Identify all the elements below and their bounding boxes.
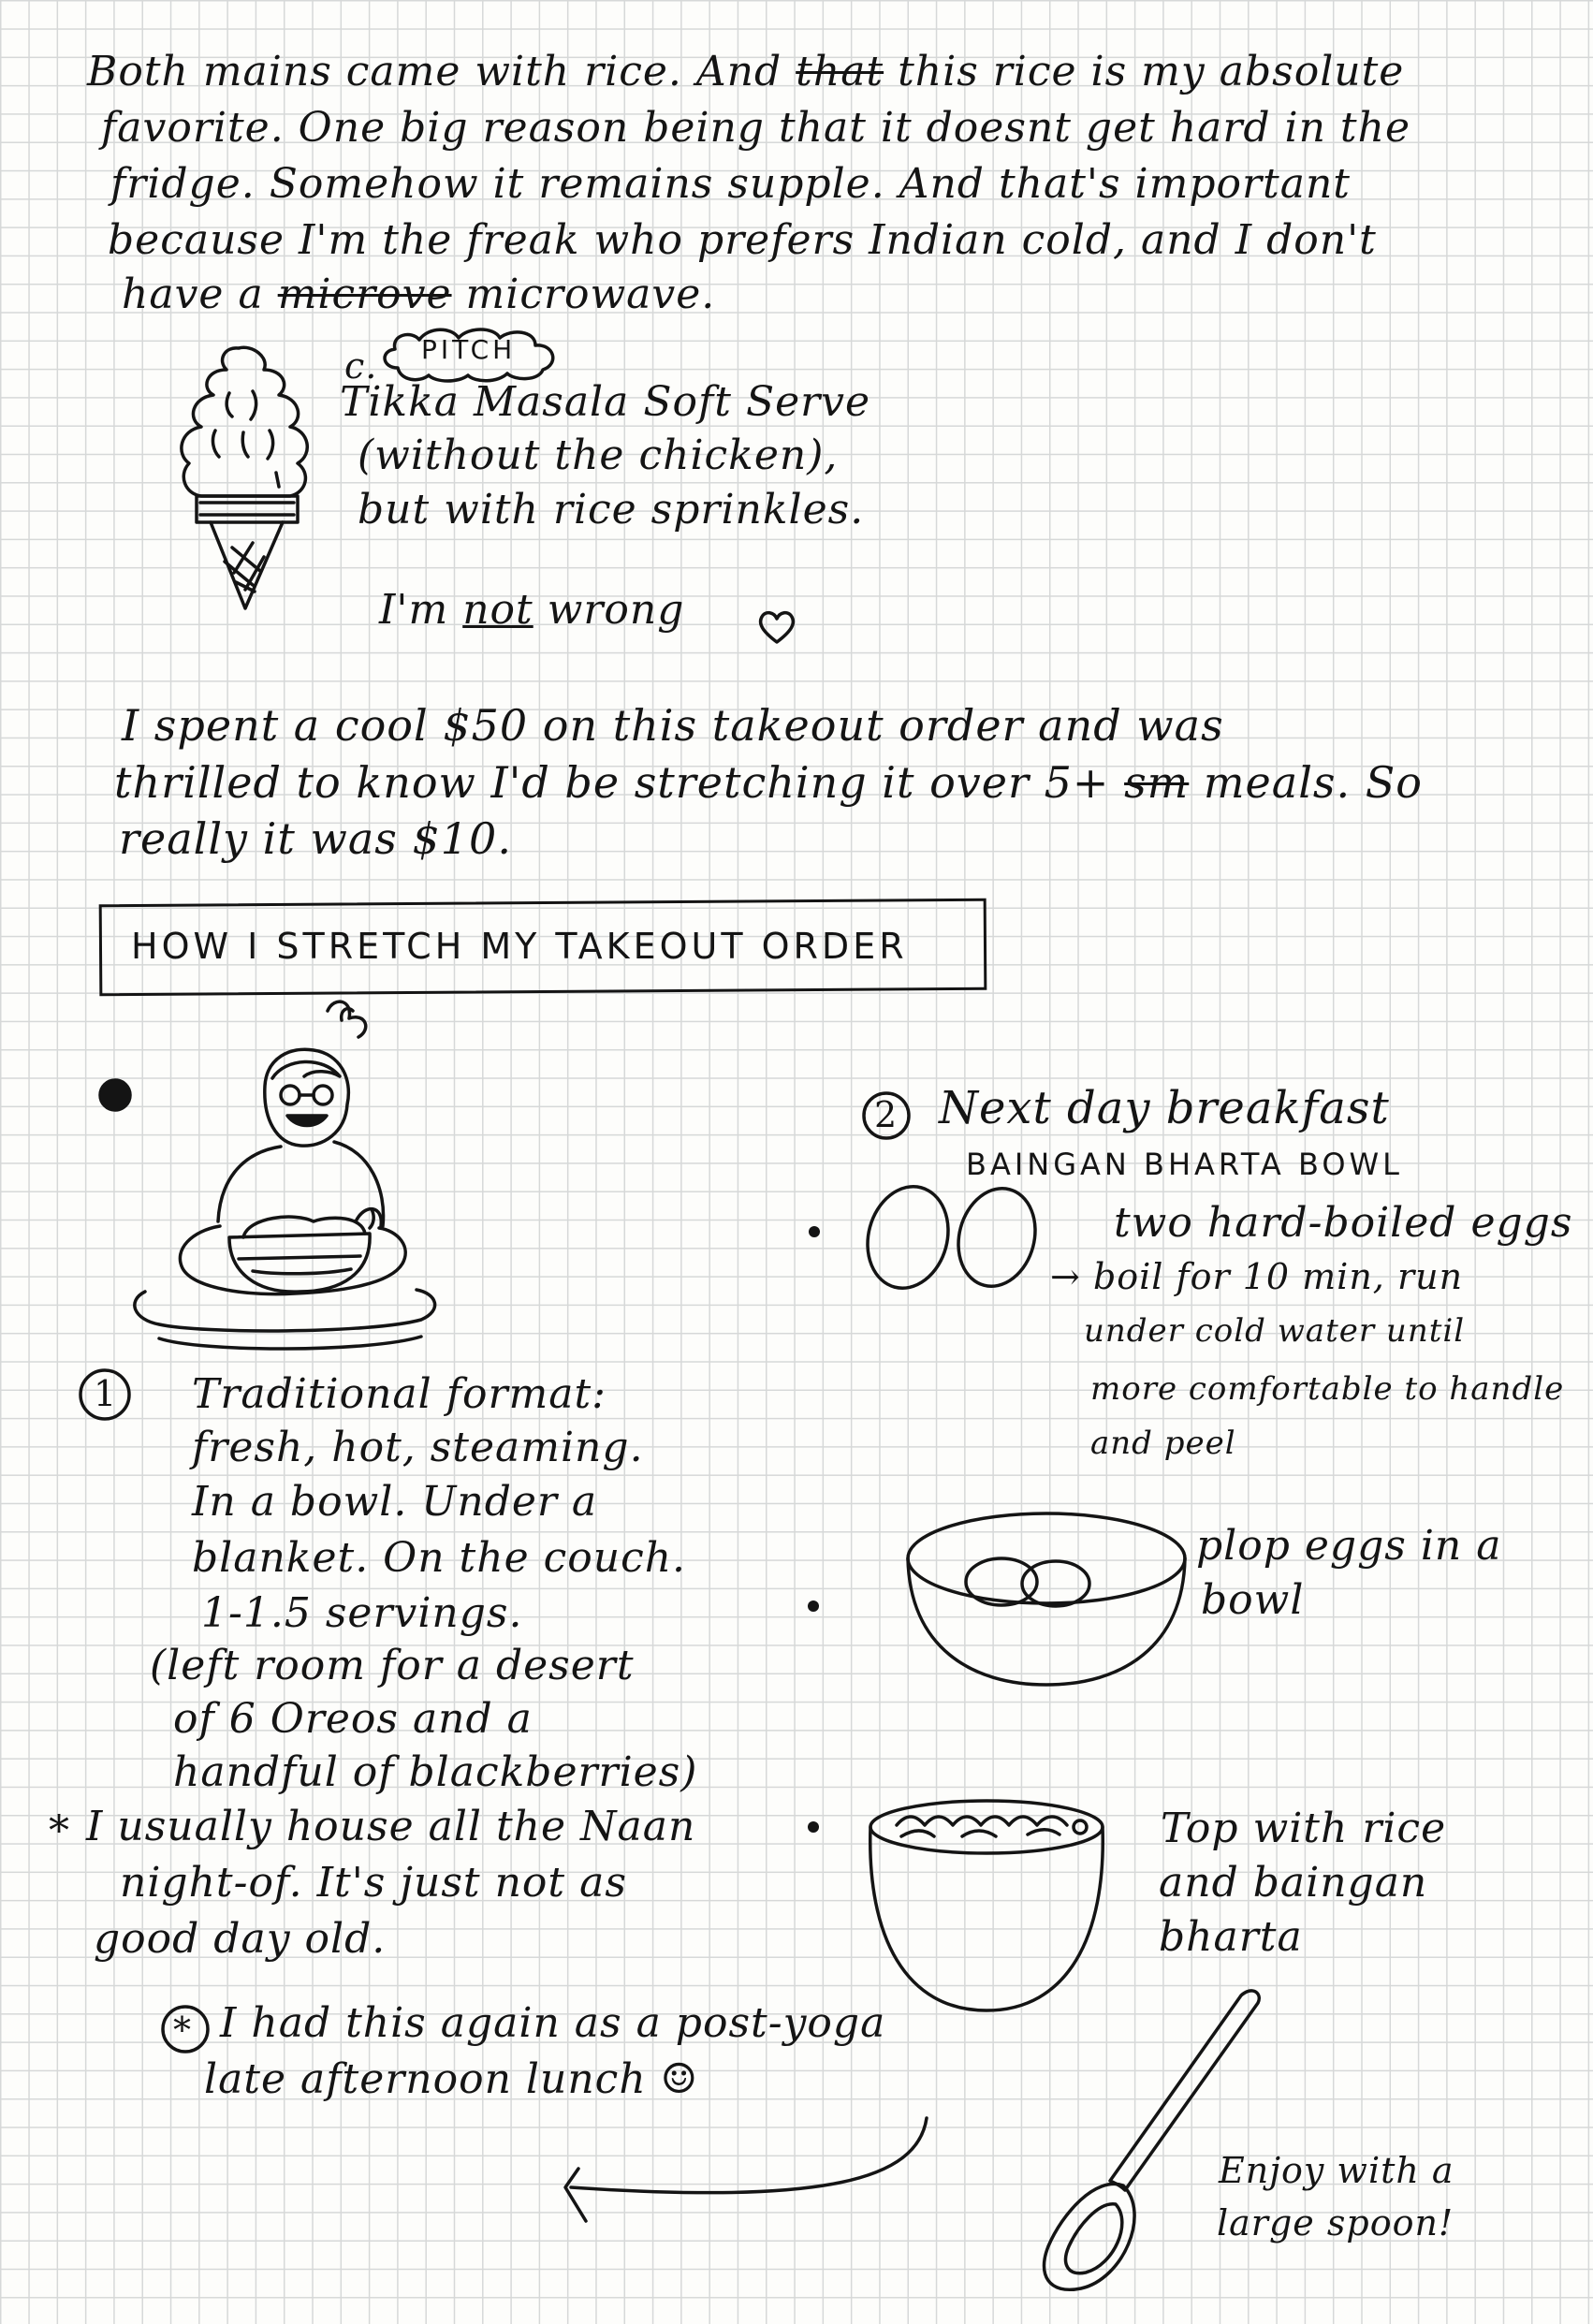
step-1-note-line: good day old. <box>94 1915 387 1963</box>
right-arrow-icon: → <box>1050 1256 1081 1297</box>
step-1-line: handful of blackberries) <box>173 1748 698 1796</box>
step-1-line: In a bowl. Under a <box>192 1478 598 1526</box>
bowl-with-eggs-drawing <box>897 1507 1196 1694</box>
step-1-title: Traditional format: <box>192 1370 607 1418</box>
spent-line-2-start: thrilled to know I'd be stretching it over 5+ <box>114 757 1110 808</box>
footnote-star: * <box>173 2010 192 2051</box>
pitch-line-1: Tikka Masala Soft Serve <box>340 378 871 426</box>
crossed-out-word: microve <box>277 270 452 318</box>
spent-line-3: really it was $10. <box>119 813 512 864</box>
footnote-line-2-text: late afternoon lunch <box>204 2055 647 2103</box>
bowl-line: bowl <box>1201 1576 1305 1624</box>
underlined-word: not <box>462 586 533 634</box>
pitch-prefix: c. <box>344 345 378 387</box>
step-1-note-line: night-of. It's just not as <box>120 1859 627 1907</box>
intro-line-1 <box>87 48 1405 95</box>
pitch-cloud-label: PITCH <box>421 334 517 365</box>
bowl-line: plop eggs in a <box>1196 1522 1502 1570</box>
eggs-label: two hard-boiled eggs <box>1114 1199 1573 1247</box>
spent-line-2-end: meals. So <box>1203 757 1423 808</box>
step-2-title: Next day breakfast <box>939 1082 1390 1134</box>
spent-line-2 <box>114 757 1423 808</box>
spoon-line: Enjoy with a <box>1219 2150 1454 2191</box>
step-1-line: (left room for a desert <box>150 1642 635 1689</box>
curved-arrow-icon <box>552 2111 945 2232</box>
pitch-line-4-end: wrong <box>547 586 685 634</box>
step-1-line: blanket. On the couch. <box>192 1534 687 1582</box>
eggs-line: and peel <box>1090 1425 1236 1462</box>
spent-line-1: I spent a cool $50 on this takeout order and was <box>122 700 1224 751</box>
eggs-line <box>1050 1256 1464 1297</box>
top-line: bharta <box>1159 1913 1303 1961</box>
intro-line-5 <box>122 270 716 318</box>
spoon-line: large spoon! <box>1217 2202 1454 2244</box>
two-eggs-drawing <box>856 1181 1053 1294</box>
intro-line-4: because I'm the freak who prefers Indian cold, and I don't <box>108 216 1377 264</box>
pitch-line-4-start: I'm <box>379 586 449 634</box>
heart-icon <box>756 608 797 646</box>
pitch-line-4 <box>379 586 685 634</box>
step-1-line: fresh, hot, steaming. <box>192 1424 644 1471</box>
eggs-line: under cold water until <box>1084 1312 1466 1350</box>
step-1-note-line: I usually house all the Naan <box>86 1803 696 1850</box>
bullet <box>808 1821 819 1833</box>
crossed-out-word: sm <box>1124 757 1190 808</box>
bullet <box>809 1226 820 1237</box>
intro-line-1-end: this rice is my absolute <box>898 48 1405 95</box>
step-2-subtitle: BAINGAN BHARTA BOWL <box>966 1147 1403 1182</box>
spoon-drawing <box>1030 1984 1273 2302</box>
person-eating-bowl-drawing <box>89 992 463 1367</box>
pitch-line-2: (without the chicken), <box>358 431 839 479</box>
intro-line-5-end: microwave. <box>465 270 716 318</box>
smiley-icon: ☺ <box>660 2055 699 2103</box>
soft-serve-cone-drawing <box>159 337 328 618</box>
footnote-line-2 <box>204 2055 699 2103</box>
bullet <box>808 1600 819 1612</box>
step-2-number: 2 <box>874 1094 899 1135</box>
eggs-line-text: boil for 10 min, run <box>1092 1256 1464 1297</box>
pitch-line-3: but with rice sprinkles. <box>358 486 865 533</box>
footnote-line-1: I had this again as a post-yoga <box>220 1999 886 2047</box>
intro-line-2: favorite. One big reason being that it doesnt get hard in the <box>101 104 1410 152</box>
eggs-line: more comfortable to handle <box>1090 1370 1565 1408</box>
step-1-number: 1 <box>94 1373 118 1414</box>
step-1-line: 1-1.5 servings. <box>201 1589 523 1637</box>
top-line: Top with rice <box>1161 1805 1447 1852</box>
section-title: HOW I STRETCH MY TAKEOUT ORDER <box>131 926 908 967</box>
step-1-note-star: * <box>49 1807 70 1855</box>
step-1-line: of 6 Oreos and a <box>173 1695 533 1743</box>
top-line: and baingan <box>1159 1859 1428 1907</box>
intro-line-5-start: have a <box>122 270 264 318</box>
intro-line-1-start: Both mains came with rice. And <box>87 48 782 95</box>
intro-line-3: fridge. Somehow it remains supple. And that's important <box>110 160 1351 208</box>
crossed-out-word: that <box>796 48 884 95</box>
